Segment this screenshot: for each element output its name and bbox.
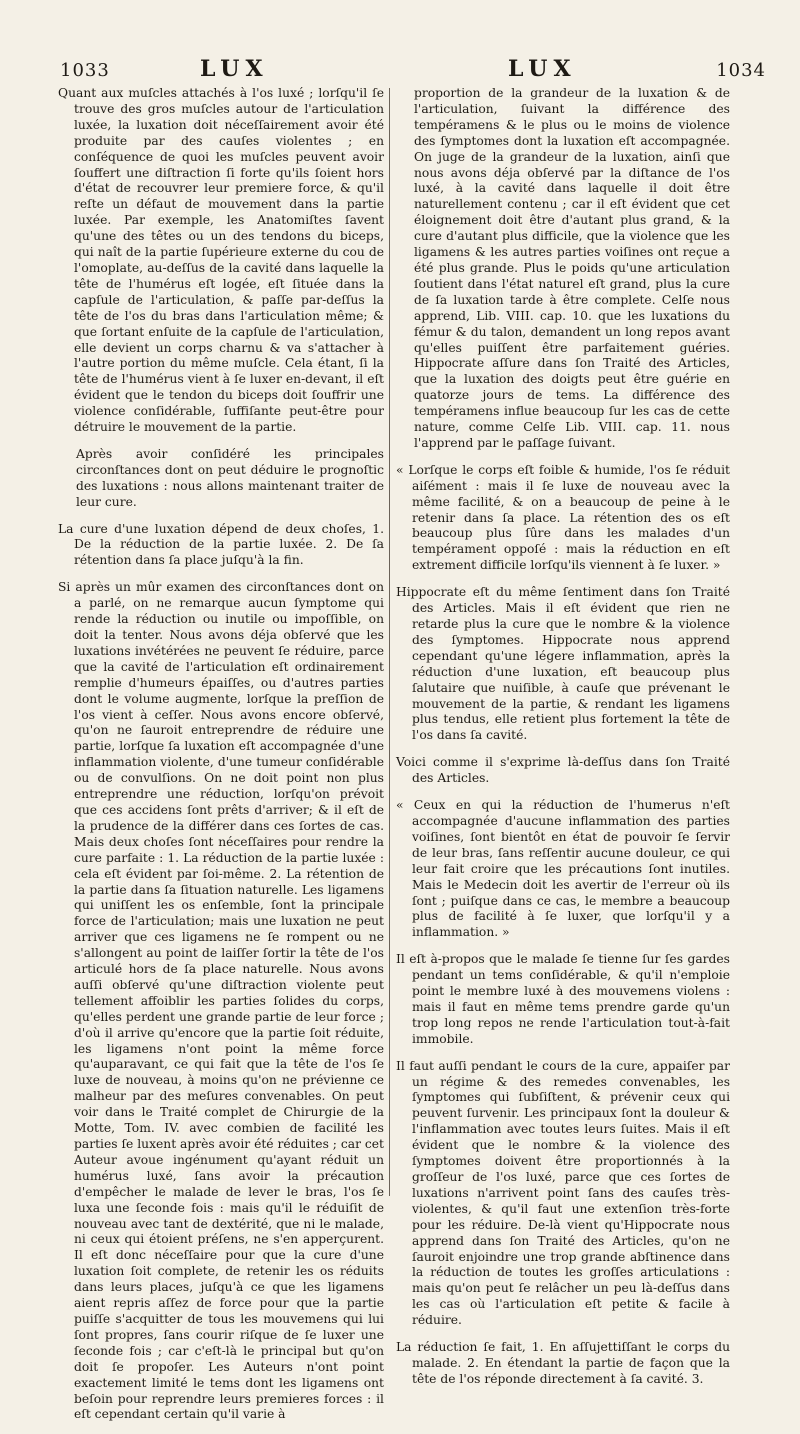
page-header [60, 56, 776, 86]
paragraph: Si après un mûr examen des circonſtances dont on a parlé, on ne remarque aucun ſymptome qui rende la réduction ou inutile ou impoſſible, on doit la tenter. Nous avons déja obſervé que les luxations invétérées ne peuvent ſe réduire, parce que la cavité de l'articulation eſt ordinairement remplie d'humeurs épaiſſes, ou d'autres parties dont le volume augmente, lorſque la preſſion de l'os vient à ceſſer. Nous avons encore obſervé, qu'on ne ſauroit entreprendre de réduire une partie, lorſque ſa luxation eſt accompagnée d'une inflammation violente, d'une tumeur conſidérable ou de convulſions. On ne doit point non plus entreprendre une réduction, lorſqu'on prévoit que ces accidens ſont prêts d'arriver; & il eſt de la prudence de la différer dans ces ſortes de cas. Mais deux choſes ſont néceſſaires pour rendre la cure parfaite : 1. La réduction de la partie luxée : cela eſt évident par ſoi-même. 2. La rétention de la partie dans ſa ſituation naturelle. Les ligamens qui uniſſent les os enſemble, ſont la principale force de l'articulation; mais une luxation ne peut arriver que ces ligamens ne ſe rompent ou ne s'allongent au point de laiſſer ſortir la tête de l'os articulé hors de ſa place naturelle. Nous avons auſſi obſervé qu'une diſtraction violente peut tellement affoiblir les parties ſolides du corps, qu'elles perdent une grande partie de leur force ; d'où il arrive qu'encore que la partie ſoit réduite, les ligamens n'ont point la même force qu'auparavant, ce qui fait que la tête de l'os ſe luxe de nouveau, à moins qu'on ne prévienne ce malheur par des meſures convenables. On peut voir dans le Traité complet de Chirurgie de la Motte, Tom. IV. avec combien de facilité les parties ſe luxent après avoir été réduites ; car cet Auteur avoue ingénument qu'ayant réduit un humérus luxé, ſans avoir la précaution d'empêcher le malade de lever le bras, l'os ſe luxa une ſeconde fois : mais qu'il le réduiſit de nouveau avec tant de dextérité, que ni le malade, ni ceux qui étoient préſens, ne s'en apperçurent. Il eſt donc néceſſaire pour que la cure d'une luxation ſoit complete, de retenir les os réduits dans leurs places, juſqu'à ce que les ligamens aient repris aſſez de force pour que la partie puiſſe s'acquitter de tous les mouvemens qui lui ſont propres, ſans courir riſque de ſe luxer une ſeconde fois ; car c'eſt-là le principal but qu'on doit ſe propoſer. Les Auteurs n'ont point exactement limité le tems dont les ligamens ont beſoin pour reprendre leurs premieres forces : il eſt cependant certain qu'il varie à [58, 580, 384, 1422]
paragraph: Quant aux muſcles attachés à l'os luxé ; lorſqu'il ſe trouve des gros muſcles autour de l'articulation luxée, la luxation doit néceſſairement avoir été produite par des cauſes violentes ; en conſéquence de quoi les muſcles peuvent avoir ſouffert une diſtraction ſi forte qu'ils ſoient hors d'état de recouvrer leur premiere force, & qu'il reſte un défaut de mouvement dans la partie luxée. Par exemple, les Anatomiſtes ſavent qu'une des têtes ou un des tendons du biceps, qui naît de la partie ſupérieure externe du cou de l'omoplate, au-deſſus de la cavité dans laquelle la tête de l'humérus eſt logée, eſt ſituée dans la capſule de l'articulation, & paſſe par-deſſus la tête de l'os du bras dans l'articulation même; & que ſortant enſuite de la capſule de l'articulation, elle devient un corps charnu & va s'attacher à l'autre portion du même muſcle. Cela étant, ſi la tête de l'humérus vient à ſe luxer en-devant, il eſt évident que le tendon du biceps doit ſouffrir une violence conſidérable, ſuffiſante peut-être pour détruire le mouvement de la partie. [58, 86, 384, 435]
paragraph: Voici comme il s'exprime là-deſſus dans ſon Traité des Articles. [396, 755, 730, 786]
quotation: « Ceux en qui la réduction de l'humerus n'eſt accompagnée d'aucune inflammation des parties voiſines, ſont bientôt en état de pouvoir ſe ſervir de leur bras, ſans reſſentir aucune douleur, ce qui leur fait croire que les précautions ſont inutiles. Mais le Medecin doit les avertir de l'erreur où ils ſont ; puiſque dans ce cas, le membre a beaucoup plus de facilité à ſe luxer, que lorſqu'il y a inflammation. » [396, 798, 730, 940]
paragraph: Il eſt à-propos que le malade ſe tienne ſur ſes gardes pendant un tems conſidérable, & qu'il n'emploie point le membre luxé à des mouvemens violens : mais il faut en même tems prendre garde qu'un trop long repos ne rende l'articulation tout-à-fait immobile. [396, 952, 730, 1046]
paragraph: Il faut auſſi pendant le cours de la cure, appaiſer par un régime & des remedes convenables, les ſymptomes qui ſubſiſtent, & prévenir ceux qui peuvent ſurvenir. Les principaux ſont la douleur & l'inflammation avec toutes leurs ſuites. Mais il eſt évident que le nombre & la violence des ſymptomes doivent être proportionnés à la groſſeur de l'os luxé, parce que ces ſortes de luxations n'arrivent point ſans des cauſes très-violentes, & qu'il faut une extenſion très-forte pour les réduire. De-là vient qu'Hippocrate nous apprend dans ſon Traité des Articles, qu'on ne ſauroit enjoindre une trop grande abſtinence dans la réduction de toutes les groſſes articulations : mais qu'on peut ſe relâcher un peu là-deſſus dans les cas où l'articulation eſt petite & facile à réduire. [396, 1058, 730, 1328]
running-head-right: LUX [508, 56, 577, 82]
paragraph: Hippocrate eſt du même ſentiment dans ſon Traité des Articles. Mais il eſt évident que rien ne retarde plus la cure que le nombre & la violence des ſymptomes. Hippocrate nous apprend cependant qu'une légere inflammation, après la réduction d'une luxation, eſt beaucoup plus ſalutaire que nuiſible, à cauſe que prévenant le mouvement de la partie, & rendant les ligamens plus tendus, elle retient plus fortement la tête de l'os dans ſa cavité. [396, 585, 730, 743]
column-divider [389, 88, 390, 1196]
paragraph: La réduction ſe fait, 1. En aſſujettiſſant le corps du malade. 2. En étendant la partie de façon que la tête de l'os réponde directement à ſa cavité. 3. [396, 1340, 730, 1386]
right-column [396, 86, 730, 1399]
running-head-left: LUX [200, 56, 269, 82]
paragraph: Après avoir conſidéré les principales circonſtances dont on peut déduire le prognoſtic des luxations : nous allons maintenant traiter de leur cure. [76, 446, 384, 509]
quotation: « Lorſque le corps eſt foible & humide, l'os ſe réduit aiſément : mais il ſe luxe de nouveau avec la même facilité, & on a beaucoup de peine à le retenir dans ſa place. La rétention des os eſt beaucoup plus ſûre dans les malades d'un tempérament oppoſé : mais la réduction en eſt extrement difficile lorſqu'ils viennent à ſe luxer. » [396, 462, 730, 573]
paragraph: La cure d'une luxation dépend de deux choſes, 1. De la réduction de la partie luxée. 2. De ſa rétention dans ſa place juſqu'à la fin. [58, 521, 384, 568]
paragraph: proportion de la grandeur de la luxation & de l'articulation, ſuivant la différence des tempéramens & le plus ou le moins de violence des ſymptomes dont la luxation eſt accompagnée. On juge de la grandeur de la luxation, ainſi que nous avons déja obſervé par la diſtance de l'os luxé, à la cavité dans laquelle il doit être naturellement contenu ; car il eſt évident que cet éloignement doit être d'autant plus grand, & la cure d'autant plus difficile, que la violence que les ligamens & les autres parties voiſines ont reçue a été plus grande. Plus le poids qu'une articulation ſoutient dans l'état naturel eſt grand, plus la cure de ſa luxation tarde à être complete. Celſe nous apprend, Lib. VIII. cap. 10. que les luxations du fémur & du talon, demandent un long repos avant qu'elles puiſſent être parfaitement guéries. Hippocrate aſſure dans ſon Traité des Articles, que la luxation des doigts peut être guérie en quatorze jours de tems. La différence des tempéramens influe beaucoup ſur les cas de cette nature, comme Celſe Lib. VIII. cap. 11. nous l'apprend par le paſſage ſuivant. [414, 86, 730, 450]
page-number-left: 1033 [60, 60, 110, 81]
left-column [58, 86, 384, 1434]
page-number-right: 1034 [716, 60, 766, 81]
